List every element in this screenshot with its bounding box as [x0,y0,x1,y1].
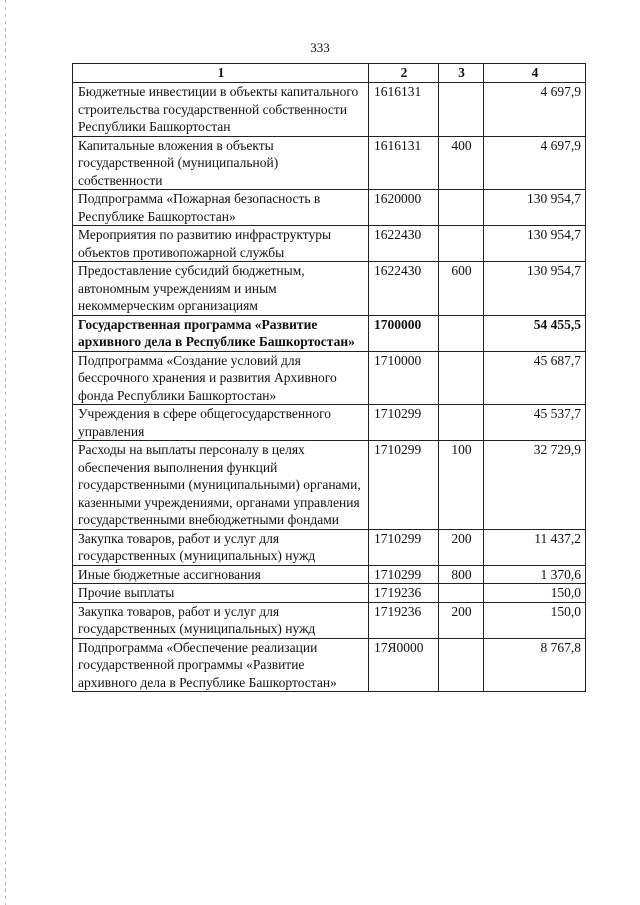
row-type-cell: 100 [439,441,484,530]
row-code-cell: 1719236 [369,584,439,603]
row-code-cell: 1710299 [369,405,439,441]
row-type-cell [439,638,484,692]
table-row [73,315,586,351]
table-row [73,405,586,441]
row-type-cell: 800 [439,565,484,584]
row-code-cell: 1620000 [369,190,439,226]
row-name-cell: Закупка товаров, работ и услуг для государственных (муниципальных) нужд [73,602,369,638]
row-type-cell: 400 [439,136,484,190]
header-col-2: 2 [369,64,439,83]
row-code-cell: 1710000 [369,351,439,405]
row-amount-cell: 130 954,7 [484,262,586,316]
row-name-cell: Подпрограмма «Пожарная безопасность в Республике Башкортостан» [73,190,369,226]
row-type-cell: 600 [439,262,484,316]
header-col-4: 4 [484,64,586,83]
table-row [73,638,586,692]
header-row [73,64,586,83]
row-code-cell: 1616131 [369,83,439,137]
row-name-cell: Мероприятия по развитию инфраструктуры объектов противопожарной службы [73,226,369,262]
row-type-cell: 200 [439,602,484,638]
row-amount-cell: 130 954,7 [484,190,586,226]
header-col-1: 1 [73,64,369,83]
row-amount-cell: 45 537,7 [484,405,586,441]
table-row [73,262,586,316]
row-amount-cell: 4 697,9 [484,83,586,137]
table-row [73,83,586,137]
row-amount-cell: 8 767,8 [484,638,586,692]
row-amount-cell: 150,0 [484,602,586,638]
row-name-cell: Расходы на выплаты персоналу в целях обеспечения выполнения функций государственными (муниципальными) органами, казенными учреждениями, органами управления государственными внебюджетными фондами [73,441,369,530]
row-code-cell: 17Я0000 [369,638,439,692]
row-code-cell: 1710299 [369,441,439,530]
table-row [73,602,586,638]
row-code-cell: 1622430 [369,262,439,316]
row-code-cell: 1616131 [369,136,439,190]
row-code-cell: 1622430 [369,226,439,262]
row-type-cell: 200 [439,529,484,565]
row-code-cell: 1700000 [369,315,439,351]
row-name-cell: Предоставление субсидий бюджетным, автономным учреждениям и иным некоммерческим организациям [73,262,369,316]
header-col-3: 3 [439,64,484,83]
row-name-cell: Капитальные вложения в объекты государственной (муниципальной) собственности [73,136,369,190]
budget-table [72,63,586,692]
row-name-cell: Бюджетные инвестиции в объекты капитального строительства государственной собственности Республики Башкортостан [73,83,369,137]
row-code-cell: 1710299 [369,529,439,565]
table-row [73,584,586,603]
row-name-cell: Учреждения в сфере общегосударственного управления [73,405,369,441]
row-amount-cell: 11 437,2 [484,529,586,565]
row-name-cell: Государственная программа «Развитие архивного дела в Республике Башкортостан» [73,315,369,351]
row-name-cell: Подпрограмма «Обеспечение реализации государственной программы «Развитие архивного дела в Республике Башкортостан» [73,638,369,692]
table-row [73,441,586,530]
row-amount-cell: 150,0 [484,584,586,603]
row-type-cell [439,315,484,351]
page-number: 333 [310,40,330,55]
table-row [73,565,586,584]
row-name-cell: Подпрограмма «Создание условий для бессрочного хранения и развития Архивного фонда Республики Башкортостан» [73,351,369,405]
row-type-cell [439,351,484,405]
row-name-cell: Закупка товаров, работ и услуг для государственных (муниципальных) нужд [73,529,369,565]
row-amount-cell: 45 687,7 [484,351,586,405]
row-type-cell [439,226,484,262]
table-row [73,351,586,405]
table-row [73,190,586,226]
row-name-cell: Иные бюджетные ассигнования [73,565,369,584]
scan-edge-line [5,0,6,905]
table-row [73,226,586,262]
row-amount-cell: 32 729,9 [484,441,586,530]
row-amount-cell: 54 455,5 [484,315,586,351]
row-type-cell [439,190,484,226]
row-code-cell: 1719236 [369,602,439,638]
row-type-cell [439,83,484,137]
table-row [73,136,586,190]
table-row [73,529,586,565]
row-name-cell: Прочие выплаты [73,584,369,603]
row-code-cell: 1710299 [369,565,439,584]
row-type-cell [439,405,484,441]
row-amount-cell: 1 370,6 [484,565,586,584]
row-amount-cell: 130 954,7 [484,226,586,262]
row-type-cell [439,584,484,603]
row-amount-cell: 4 697,9 [484,136,586,190]
